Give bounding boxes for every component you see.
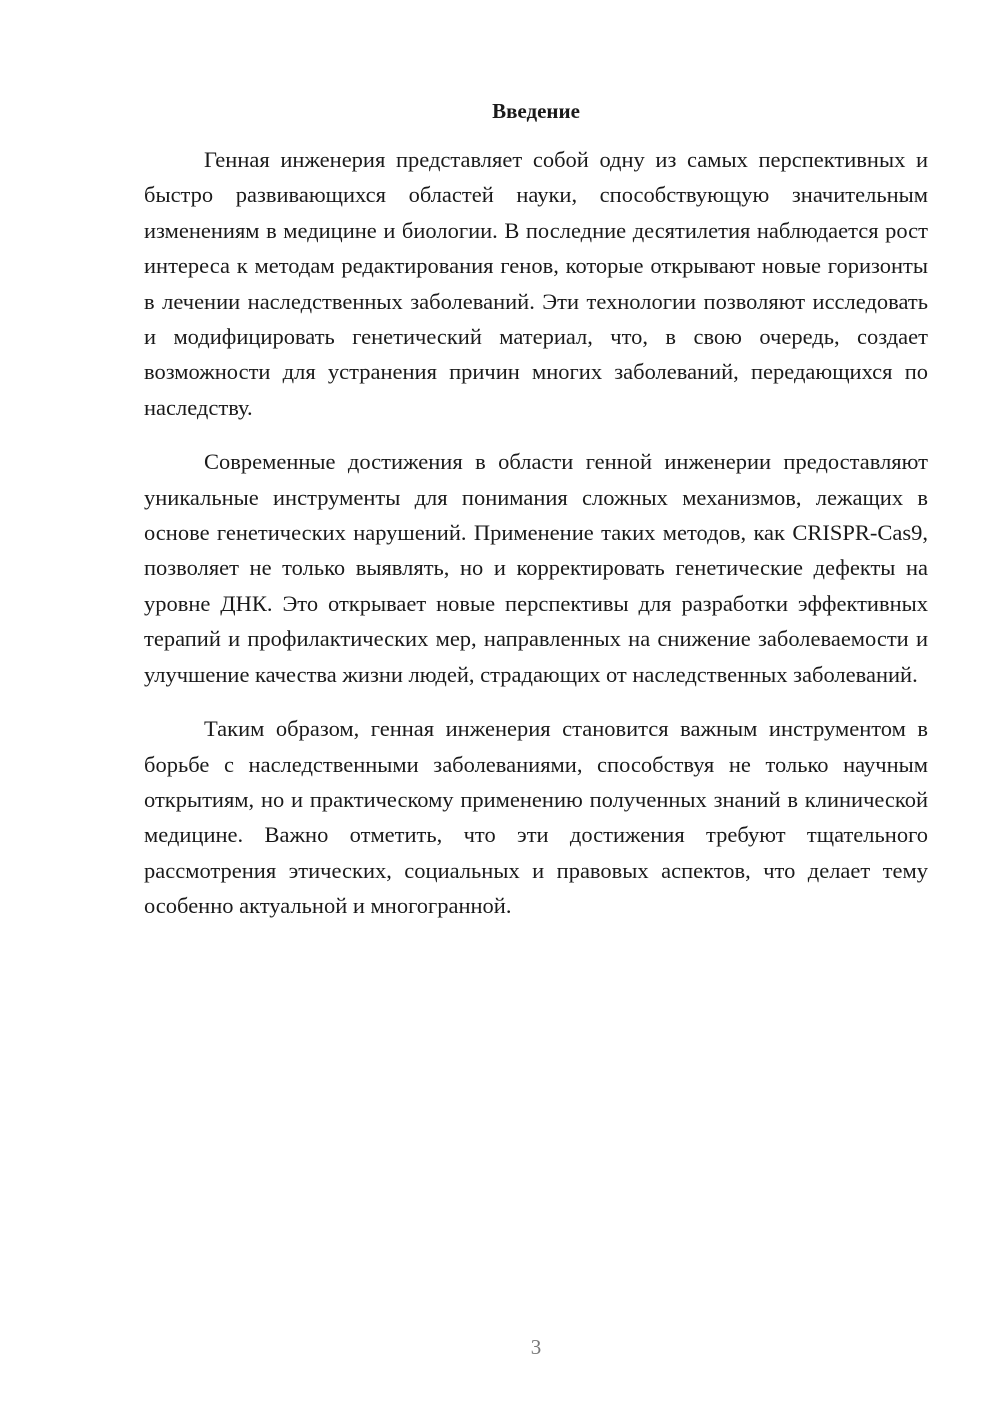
- section-title: Введение: [492, 99, 580, 123]
- paragraph-3: Таким образом, генная инженерия становится важным инструментом в борьбе с наследственными заболеваниями, способствуя не только научным открытиям, но и практическому применению полученных знаний в клинической медицине. Важно отметить, что эти достижения требуют тщательного рассмотрения этических, социальных и правовых аспектов, что делает тему особенно актуальной и многогранной.: [144, 716, 928, 919]
- page-number: 3: [530, 1335, 542, 1359]
- paragraph-1: Генная инженерия представляет собой одну из самых перспективных и быстро развивающихся областей науки, способствующую значительным изменениям в медицине и биологии. В последние десятилетия наблюдается рост интереса к методам редактирования генов, которые открывают новые горизонты в лечении наследственных заболеваний. Эти технологии позволяют исследовать и модифицировать генетический материал, что, в свою очередь, создает возможности для устранения причин многих заболеваний, передающихся по наследству.: [144, 147, 928, 420]
- paragraph-2: Современные достижения в области генной инженерии предоставляют уникальные инструменты для понимания сложных механизмов, лежащих в основе генетических нарушений. Применение таких методов, как CRISPR-Cas9, позволяет не только выявлять, но и корректировать генетические дефекты на уровне ДНК. Это открывает новые перспективы для разработки эффективных терапий и профилактических мер, направленных на снижение заболеваемости и улучшение качества жизни людей, страдающих от наследственных заболеваний.: [144, 449, 928, 687]
- body-text: [144, 142, 928, 924]
